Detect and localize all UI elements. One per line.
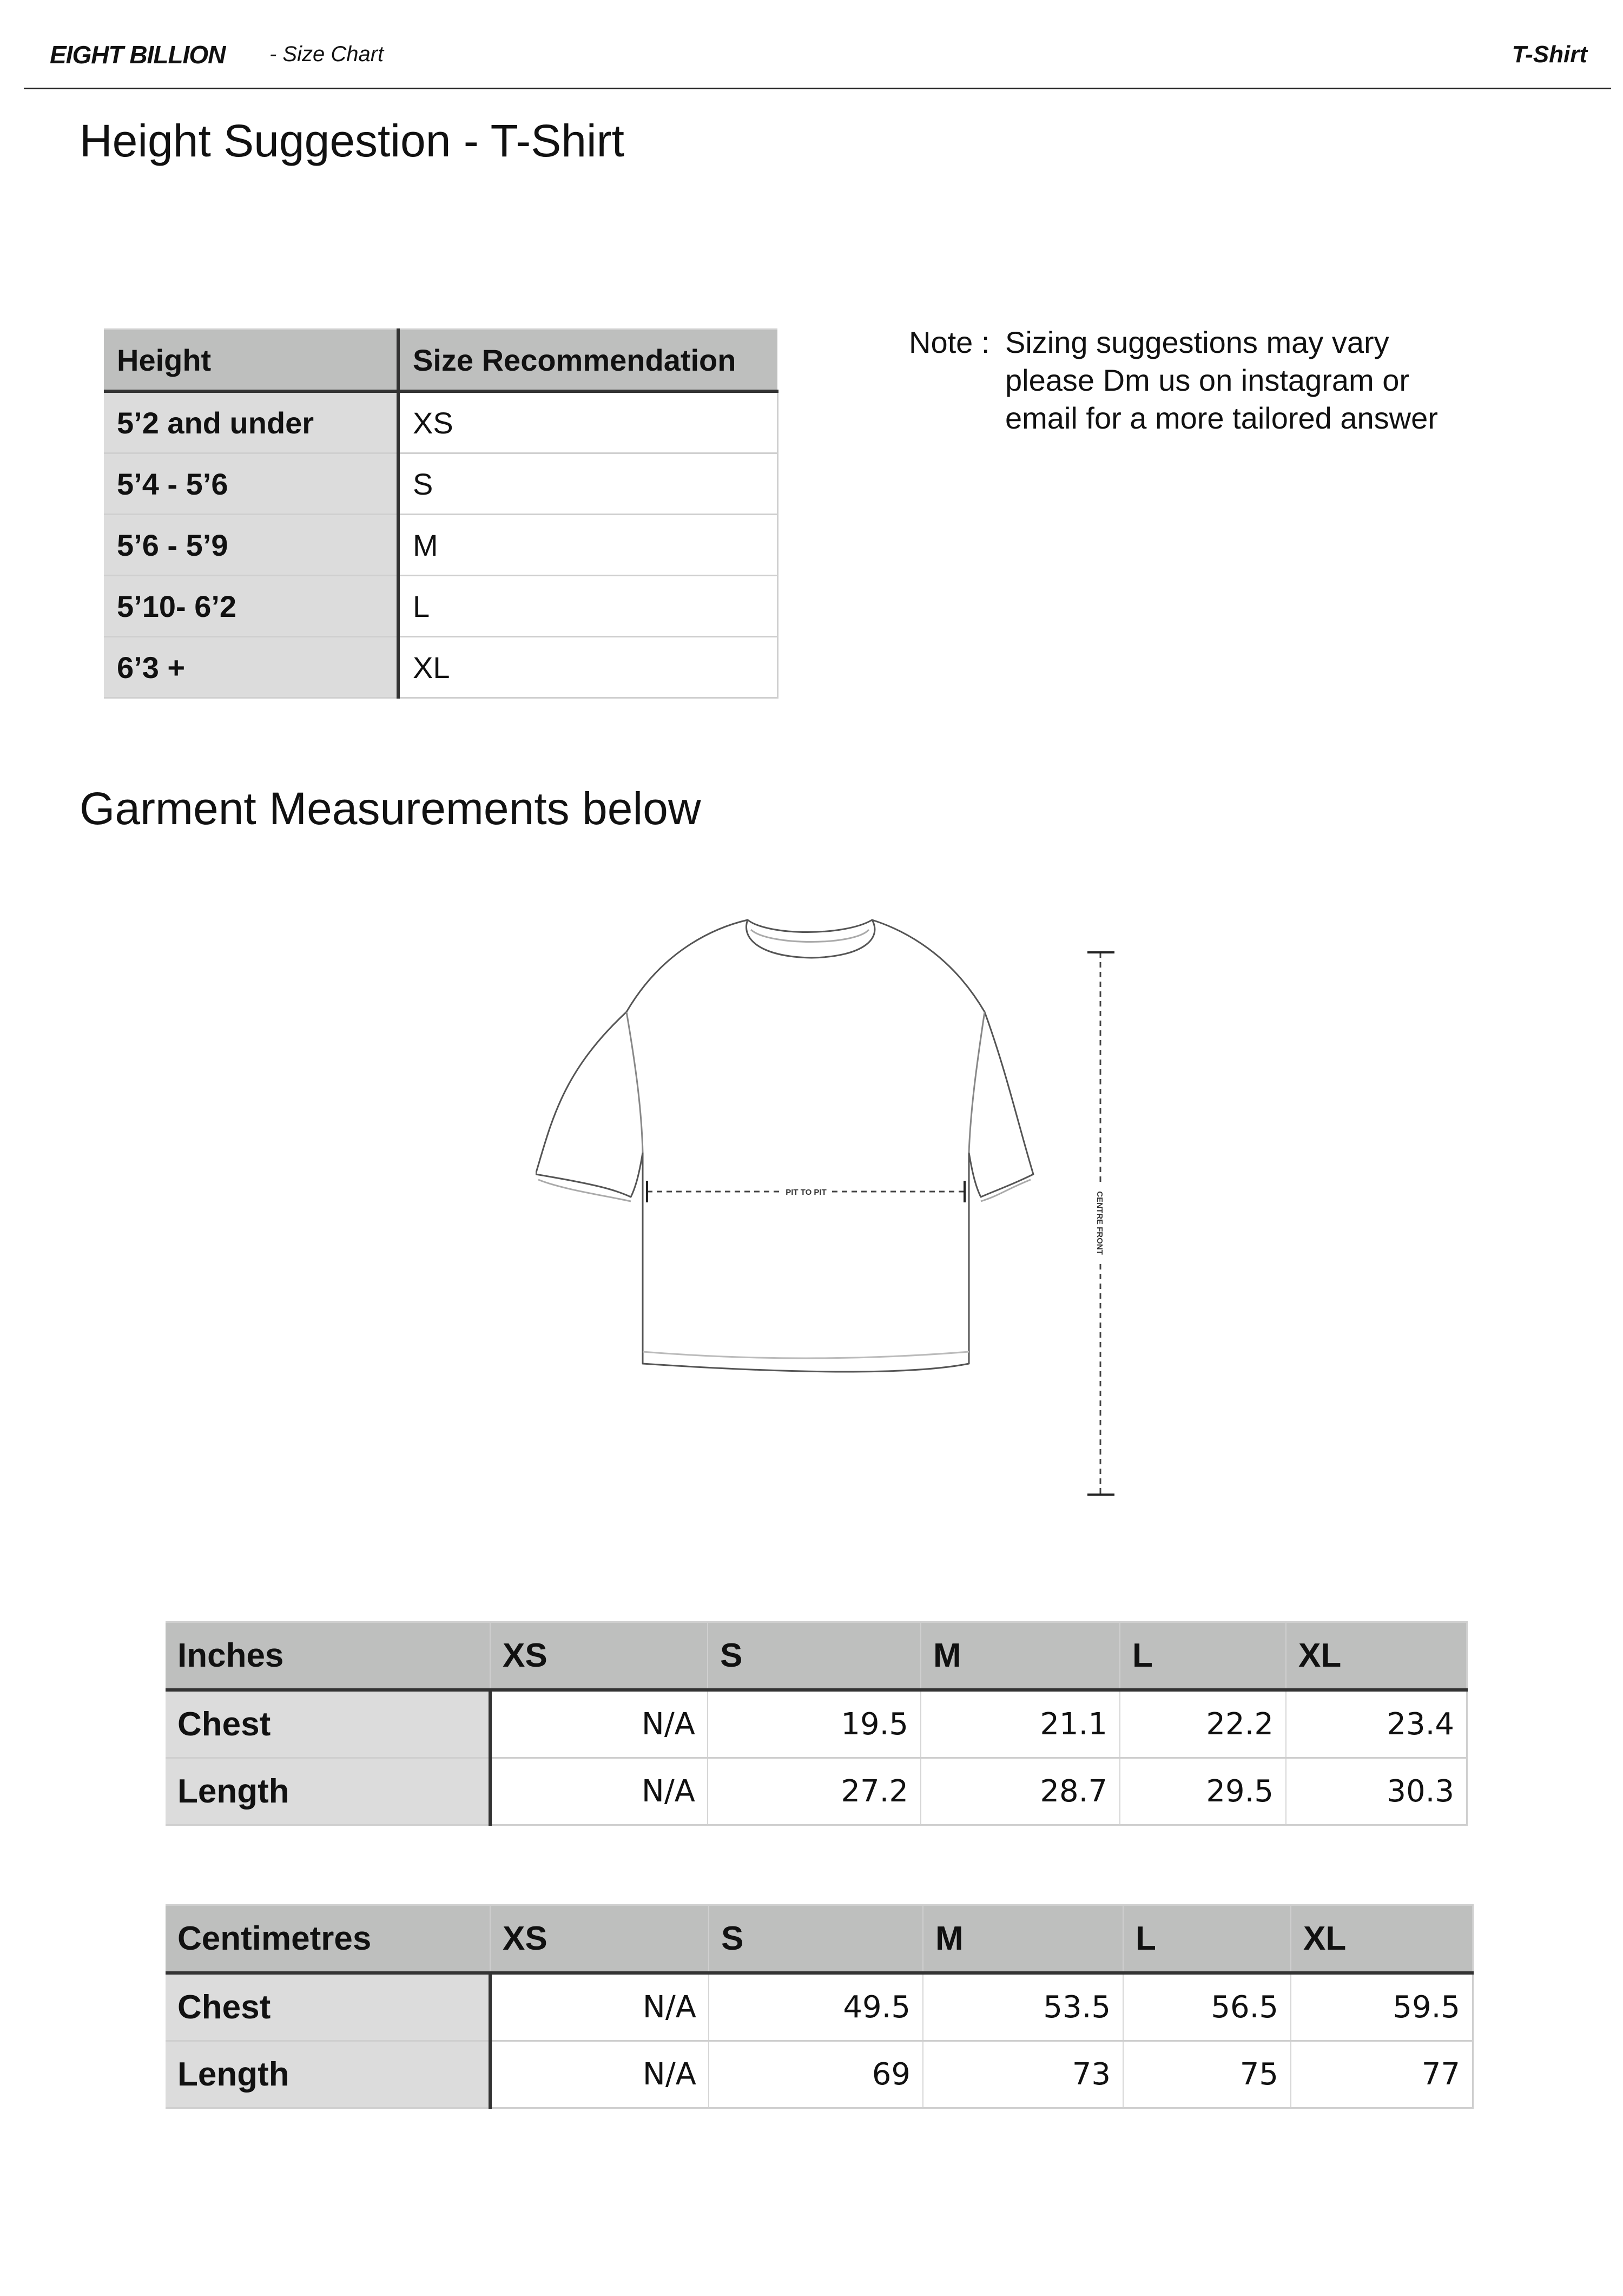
pit-to-pit-label: PIT TO PIT (786, 1188, 827, 1197)
height-cell: 5’2 and under (104, 391, 398, 453)
size-header: XS (490, 1905, 709, 1973)
table-row (166, 2041, 1473, 2108)
value-cell: 30.3 (1286, 1758, 1467, 1825)
value-cell: 21.1 (921, 1690, 1120, 1758)
tshirt-outline (536, 920, 1033, 1372)
value-cell: 49.5 (709, 1973, 923, 2041)
note-line: email for a more tailored answer (1005, 401, 1438, 435)
centre-front-label: CENTRE FRONT (1095, 1191, 1104, 1255)
note-line: please Dm us on instagram or (1005, 363, 1410, 397)
value-cell: 53.5 (923, 1973, 1123, 2041)
product-type: T-Shirt (1512, 41, 1587, 68)
unit-header: Centimetres (166, 1905, 490, 1973)
table-row (104, 453, 777, 515)
size-header: XL (1286, 1622, 1467, 1690)
table-row (104, 391, 777, 453)
value-cell: N/A (490, 1758, 708, 1825)
note-label: Note : (909, 325, 990, 359)
value-cell: 19.5 (708, 1690, 921, 1758)
size-cell: XL (398, 637, 777, 698)
table-row (104, 515, 777, 576)
size-cell: L (398, 576, 777, 637)
value-cell: 23.4 (1286, 1690, 1467, 1758)
value-cell: 59.5 (1291, 1973, 1473, 2041)
row-label: Chest (166, 1690, 490, 1758)
value-cell: 69 (709, 2041, 923, 2108)
value-cell: 28.7 (921, 1758, 1120, 1825)
height-size-table (104, 328, 778, 699)
value-cell: N/A (490, 2041, 709, 2108)
column-header-size: Size Recommendation (398, 330, 777, 392)
note-line: Sizing suggestions may vary (1005, 325, 1389, 359)
value-cell: 22.2 (1120, 1690, 1286, 1758)
document-subtitle: - Size Chart (269, 42, 384, 66)
height-cell: 6’3 + (104, 637, 398, 698)
table-row (104, 637, 777, 698)
tshirt-collar (747, 920, 875, 958)
brand-name: EIGHT BILLION (50, 41, 226, 69)
table-header-row (166, 1622, 1467, 1690)
row-label: Length (166, 2041, 490, 2108)
table-row (166, 1690, 1467, 1758)
height-cell: 5’4 - 5’6 (104, 453, 398, 515)
centre-front-measure (1087, 952, 1114, 1495)
size-cell: XS (398, 391, 777, 453)
garment-section-title: Garment Measurements below (80, 783, 701, 834)
value-cell: 27.2 (708, 1758, 921, 1825)
table-row (166, 1973, 1473, 2041)
row-label: Chest (166, 1973, 490, 2041)
value-cell: N/A (490, 1690, 708, 1758)
table-row (104, 576, 777, 637)
tshirt-measurement-diagram (536, 915, 1131, 1515)
column-header-height: Height (104, 330, 398, 392)
height-cell: 5’6 - 5’9 (104, 515, 398, 576)
size-header: M (921, 1622, 1120, 1690)
value-cell: 56.5 (1123, 1973, 1291, 2041)
header-divider (24, 88, 1611, 89)
height-section-title: Height Suggestion - T-Shirt (80, 115, 624, 166)
size-header: XS (490, 1622, 708, 1690)
value-cell: 77 (1291, 2041, 1473, 2108)
table-header-row (104, 330, 777, 392)
unit-header: Inches (166, 1622, 490, 1690)
size-cell: M (398, 515, 777, 576)
value-cell: 75 (1123, 2041, 1291, 2108)
value-cell: 73 (923, 2041, 1123, 2108)
table-header-row (166, 1905, 1473, 1973)
size-header: L (1123, 1905, 1291, 1973)
pit-to-pit-measure (647, 1181, 965, 1202)
size-header: S (708, 1622, 921, 1690)
table-row (166, 1758, 1467, 1825)
sizing-note (909, 324, 1438, 437)
centimetres-measurement-table (166, 1904, 1474, 2109)
value-cell: N/A (490, 1973, 709, 2041)
inches-measurement-table (166, 1621, 1468, 1826)
size-header: S (709, 1905, 923, 1973)
value-cell: 29.5 (1120, 1758, 1286, 1825)
height-cell: 5’10- 6’2 (104, 576, 398, 637)
size-header: L (1120, 1622, 1286, 1690)
size-header: M (923, 1905, 1123, 1973)
row-label: Length (166, 1758, 490, 1825)
size-header: XL (1291, 1905, 1473, 1973)
size-cell: S (398, 453, 777, 515)
